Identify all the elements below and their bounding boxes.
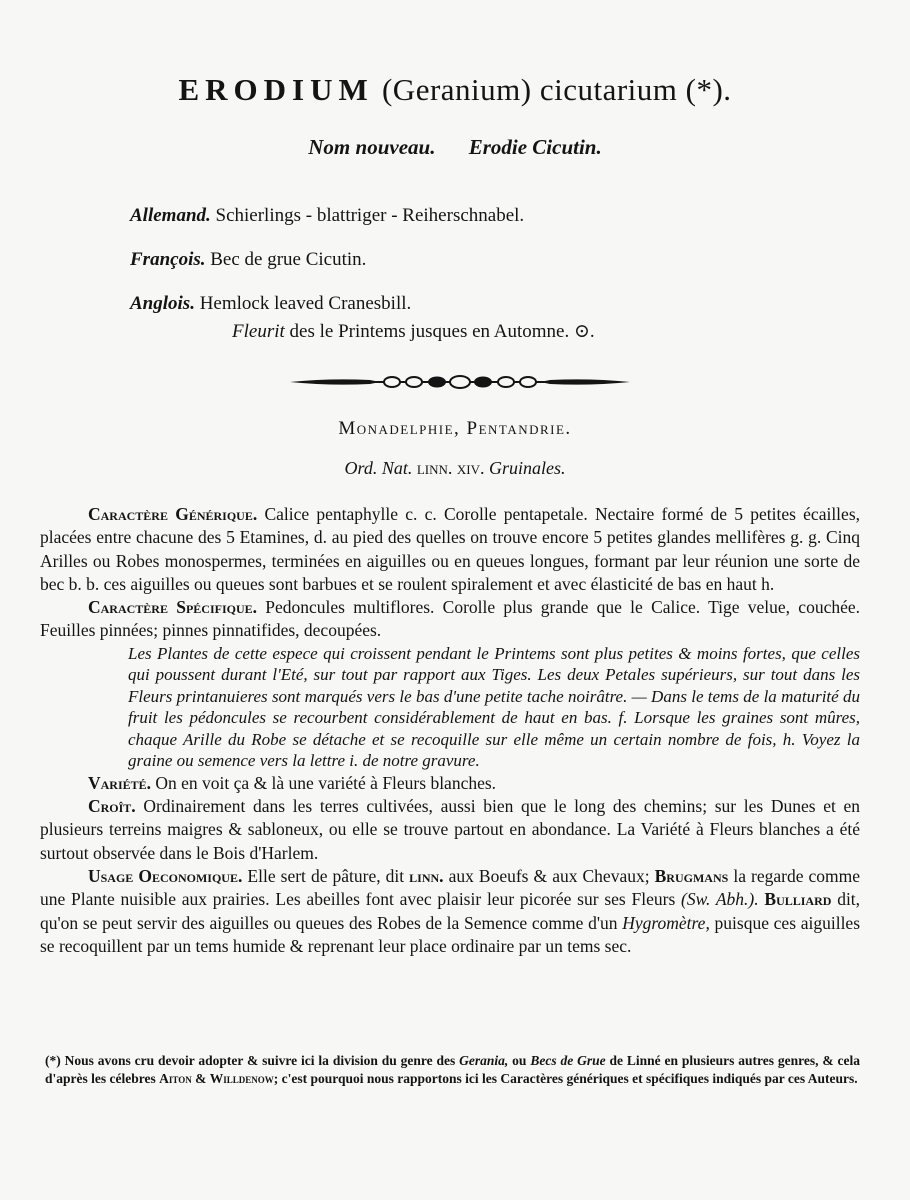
vernacular-name: Bec de grue Cicutin. (210, 249, 367, 270)
generic-text: Calice pentaphylle c. c. Corolle pentapetale. Nectaire formé de 5 petites écailles, placées entre chacune des 5 Etamines, d. au pied des quelles on trouve encore 5 petites glandes mellifères g. g. Cinq Arilles ou Robes monospermes, terminées en aiguilles ou en queues longues, formant par leur réunion une sorte de bec b. b. ces aiguilles ou queues sont barbues et se roulent spiralement et avec élasticité de bas en haut h. (40, 504, 860, 594)
vernacular-lang: Anglois. (130, 293, 195, 314)
title-genus: ERODIUM (178, 72, 374, 107)
page-title (0, 72, 910, 108)
classification: Monadelphie, Pentandrie. (338, 418, 572, 439)
growth-label: Croît. (88, 796, 136, 817)
ornament-divider-icon (290, 371, 630, 393)
vernacular-name: Hemlock leaved Cranesbill. (199, 293, 412, 314)
variety (40, 772, 860, 795)
vernacular-row-german (130, 198, 830, 242)
footnote-italic: Becs de Grue (530, 1053, 606, 1068)
footnote-text: c'est pourquoi nous rapportons ici les Caractères génériques et spécifiques indiqués par ces Auteurs. (281, 1070, 858, 1086)
usage-author: linn. (409, 865, 444, 886)
footnote-text: (*) Nous avons cru devoir adopter & suivre ici la division du genre des (45, 1053, 456, 1068)
usage-text: dit, qu'on se peut servir des aiguilles ou queues des Robes de la Semence comme d'un (40, 889, 861, 933)
growth-text: Ordinairement dans les terres cultivées, aussi bien que le long des chemins; sur les Dunes et en plusieurs terreins maigres & sabloneux, ou elle se trouve partout en abondance. La Variété à Fleurs blanches a été surtout observée dans le Bois d'Harlem. (40, 796, 861, 863)
order-name: Gruinales. (489, 458, 566, 478)
order-author: linn. (416, 458, 453, 478)
flowering-label: Fleurit (232, 321, 285, 342)
vernacular-lang: François. (130, 249, 206, 270)
description-body (40, 503, 860, 958)
flowering-text: des le Printems jusques en Automne. ⊙. (289, 321, 595, 342)
specific-character (40, 596, 860, 643)
variety-label: Variété. (88, 772, 152, 793)
subtitle-label: Nom nouveau. (308, 135, 436, 159)
usage-text: Elle sert de pâture, dit (247, 865, 405, 886)
footnote-author: Aiton (159, 1070, 192, 1086)
subtitle (0, 135, 910, 160)
vernacular-lang: Allemand. (130, 205, 211, 226)
specific-text: Pedoncules multiflores. Corolle plus grande que le Calice. Tige velue, couchée. Feuilles pinnées; pinnes pinnatifides, decoupées. (40, 597, 860, 641)
vernacular-names (130, 198, 830, 330)
usage-reference: (Sw. Abh.). (681, 889, 759, 910)
footnote (45, 1052, 860, 1087)
usage-text: la regarde comme une Plante nuisible aux prairies. Les abeilles font avec plaisir leur picorée sur ses Fleurs (40, 865, 861, 910)
usage-author: Bulliard (764, 889, 832, 910)
usage-text: aux Boeufs & aux Chevaux; (448, 865, 650, 886)
usage-author: Brugmans (654, 865, 729, 886)
usage-text: puisque ces aiguilles se recoquillent par un tems humide & reprenant leur place ordinaire par un tems sec. (40, 912, 861, 956)
economic-usage (40, 865, 860, 958)
growth (40, 795, 860, 865)
footnote-italic: Gerania, (459, 1053, 509, 1068)
footnote-text: de Linné en plusieurs autres genres, & cela d'après les célebres (45, 1053, 861, 1086)
specific-note: Les Plantes de cette espece qui croissent pendant le Printems sont plus petites & moins fortes, que celles qui poussent durant l'Eté, sur tout par rapport aux Tiges. Les deux Petales supérieurs, sur tout dans les Fleurs printanuieres sont marqués vers le bas d'une petite tache noirâtre. — Dans le tems de la maturité du fruit les pédoncules se recourbent considérablement de haut en bas. f. Lorsque les graines sont mûres, chaque Arille du Robe se détache et se recoquille sur elle même un certain nombre de fois, h. Voyez la graine ou semence vers la lettre i. de notre gravure. (128, 643, 860, 771)
subtitle-name: Erodie Cicutin. (468, 135, 602, 159)
footnote-text: ou (512, 1053, 527, 1068)
title-rest: (Geranium) cicutarium (*). (381, 72, 732, 107)
order-number: xiv. (456, 458, 485, 478)
vernacular-name: Schierlings - blattriger - Reiherschnabel. (215, 205, 525, 226)
specific-label: Caractère Spécifique. (88, 597, 258, 618)
usage-italic: Hygromètre, (622, 912, 710, 933)
vernacular-row-french (130, 242, 830, 286)
footnote-author: Willdenow; (209, 1070, 279, 1086)
variety-text: On en voit ça & là une variété à Fleurs blanches. (155, 772, 497, 793)
flowering-period (232, 320, 595, 343)
usage-label: Usage Oeconomique. (88, 865, 243, 886)
footnote-text: & (195, 1070, 207, 1086)
order-prefix: Ord. Nat. (344, 458, 413, 478)
natural-order (0, 458, 910, 479)
generic-label: Caractère Générique. (88, 504, 258, 524)
generic-character (40, 503, 860, 596)
